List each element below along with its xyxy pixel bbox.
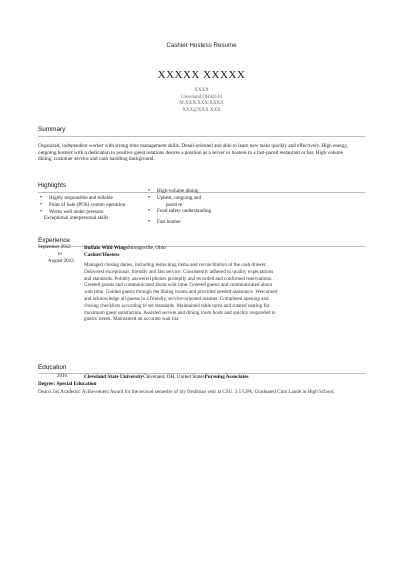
highlight-item: • Works well under pressure	[38, 209, 148, 216]
highlight-item: • High-volume dining	[146, 188, 256, 195]
school-name: Cleveland State University	[84, 374, 144, 380]
education-header	[84, 374, 374, 380]
experience-header	[84, 245, 166, 259]
experience-heading: Experience	[38, 237, 70, 244]
degree-part2: Degree: Special Education	[38, 381, 97, 387]
summary-heading: Summary	[38, 126, 66, 133]
highlight-item: positive	[166, 201, 183, 208]
experience-date-to: to	[58, 252, 62, 257]
highlight-item: • Fast learner	[146, 219, 256, 226]
experience-description: Managed closing duties, including restocking items and reconciliation of the cash drawer. Delivered exceptional, friendly and fast service. Consistently adhered to quality expectations and standards. Politely answered phones promptly and recorded and confirmed reservations. Greeted guests and communicated about wait time. Greeted guests and communicated about wait time. Guided guests through the dining rooms and provided needed assistance. Welcomed and acknowledge all guests in a friendly, service-oriented manner. Completed opening and closing checklists according to set standards. Maintained table turns and rotated seating for maximum guest satisfaction. Assisted servers and dining room hosts and quickly responded to guests' needs. Maintained an accurate wait list.	[84, 262, 278, 323]
employer-name: Buffalo Wild Wings	[84, 245, 128, 251]
highlights-list-right	[146, 188, 256, 226]
document-title: Cashier Hostess Resume	[166, 42, 237, 49]
school-location: Cleveland, OH, United States	[143, 374, 205, 380]
education-description: Dean's list Academic Achievement Award for the second semester of my freshman year at CSU. 3.5 GPA. Graduated Cum Laude in High School.	[38, 389, 335, 395]
degree-part1: Pursuing Associates	[204, 374, 249, 380]
contact-line: XXX@XXX.XXX	[182, 107, 221, 113]
highlight-item: Exceptional interpersonal skills	[44, 215, 109, 222]
highlights-list-left	[38, 195, 148, 222]
contact-line: XXXX	[194, 88, 209, 93]
highlight-item: • Food safety understanding	[146, 208, 256, 215]
summary-text: Organized, independent worker with strong time management skills. Detail-oriented and able to learn new tasks quickly and effectively. High energy, outgoing hostess with a dedication to positive guest relations desires a position as a server or hostess in a fast-paced restaurant or bar. High volume dining, customer service and cash handling background.	[38, 143, 349, 163]
highlight-item: • Point of Sale (POS) system operation	[38, 202, 148, 209]
education-heading: Education	[38, 364, 67, 371]
job-title: Cashier/Hostess	[84, 252, 120, 258]
highlights-heading: Highlights	[38, 182, 67, 189]
experience-date-start: September 2012	[38, 245, 71, 250]
employer-location: Strongsville, Ohio	[127, 245, 166, 251]
summary-divider	[38, 136, 365, 137]
candidate-name: XXXXX XXXXX	[157, 69, 246, 81]
degree-line	[38, 381, 96, 387]
highlight-item: • Upbeat, outgoing and	[146, 195, 256, 202]
education-year: 2016	[57, 374, 67, 379]
highlight-item: • Highly responsible and reliable	[38, 195, 148, 202]
contact-block	[0, 88, 403, 114]
contact-line: M:XXX.XXX.XXXX	[179, 101, 224, 107]
experience-date-end: August 2013	[48, 259, 74, 264]
contact-line: Cleveland,OH44144	[180, 94, 223, 100]
